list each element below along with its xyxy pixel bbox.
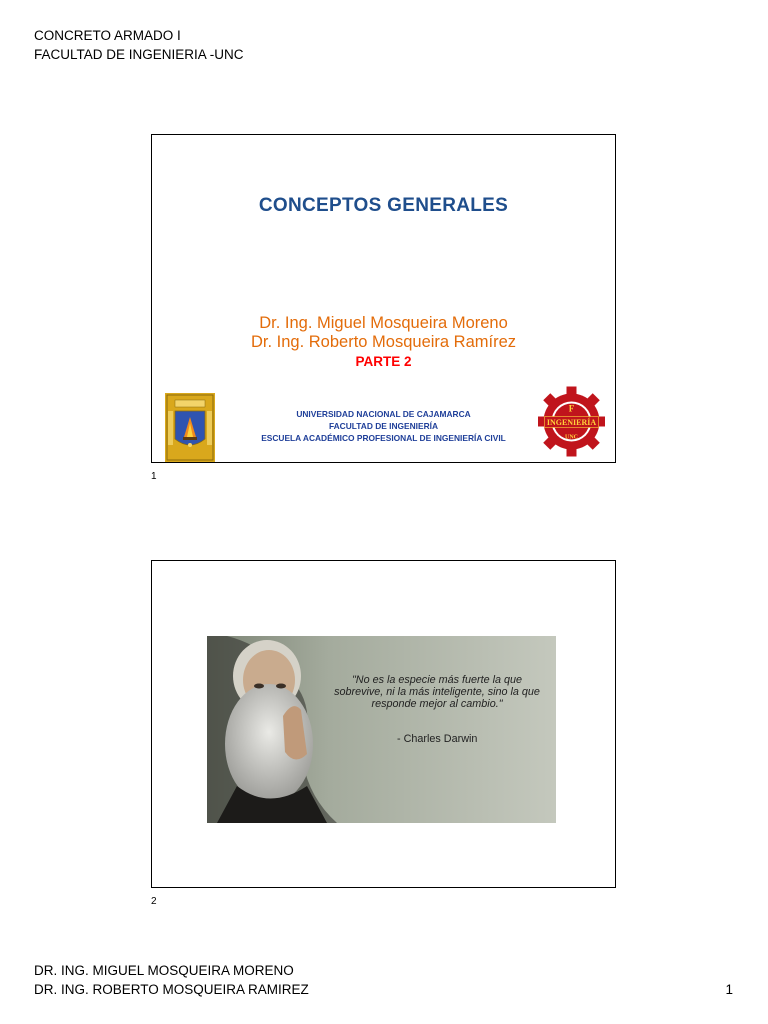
- author-2: Dr. Ing. Roberto Mosqueira Ramírez: [250, 333, 517, 351]
- darwin-portrait-image: [207, 636, 556, 823]
- institution-school: ESCUELA ACADÉMICO PROFESIONAL DE INGENIERÍA CIVIL: [261, 433, 506, 443]
- slide-title: CONCEPTOS GENERALES: [258, 195, 509, 216]
- footer-author-2: DR. ING. ROBERTO MOSQUEIRA RAMIREZ: [34, 982, 309, 997]
- gear-logo-letter-bottom: UNC: [565, 434, 578, 441]
- gear-logo-word: INGENIERÍA: [546, 418, 597, 427]
- institution-faculty: FACULTAD DE INGENIERÍA: [328, 421, 439, 431]
- slide-2: [151, 560, 616, 888]
- gear-logo-letter-top: F: [568, 403, 575, 414]
- page-header: [34, 26, 244, 64]
- quote-text: "No es la especie más fuerte la que sobrevive, ni la más inteligente, sino la que responde mejor al cambio.": [334, 674, 540, 710]
- slide-1: [151, 134, 616, 463]
- header-faculty: FACULTAD DE INGENIERIA -UNC: [34, 47, 244, 62]
- part-label: PARTE 2: [355, 354, 412, 369]
- quote-author: - Charles Darwin: [397, 733, 478, 745]
- author-1: Dr. Ing. Miguel Mosqueira Moreno: [259, 314, 508, 332]
- footer-author-1: DR. ING. MIGUEL MOSQUEIRA MORENO: [34, 963, 294, 978]
- institution-university: UNIVERSIDAD NACIONAL DE CAJAMARCA: [296, 409, 471, 419]
- page-footer: [34, 961, 309, 999]
- engineering-gear-logo: [538, 384, 605, 459]
- slide-number-2: 2: [151, 896, 157, 907]
- university-shield-logo: [165, 393, 215, 462]
- header-course: CONCRETO ARMADO I: [34, 28, 181, 43]
- page-number: 1: [725, 982, 733, 997]
- slide-number-1: 1: [151, 471, 157, 482]
